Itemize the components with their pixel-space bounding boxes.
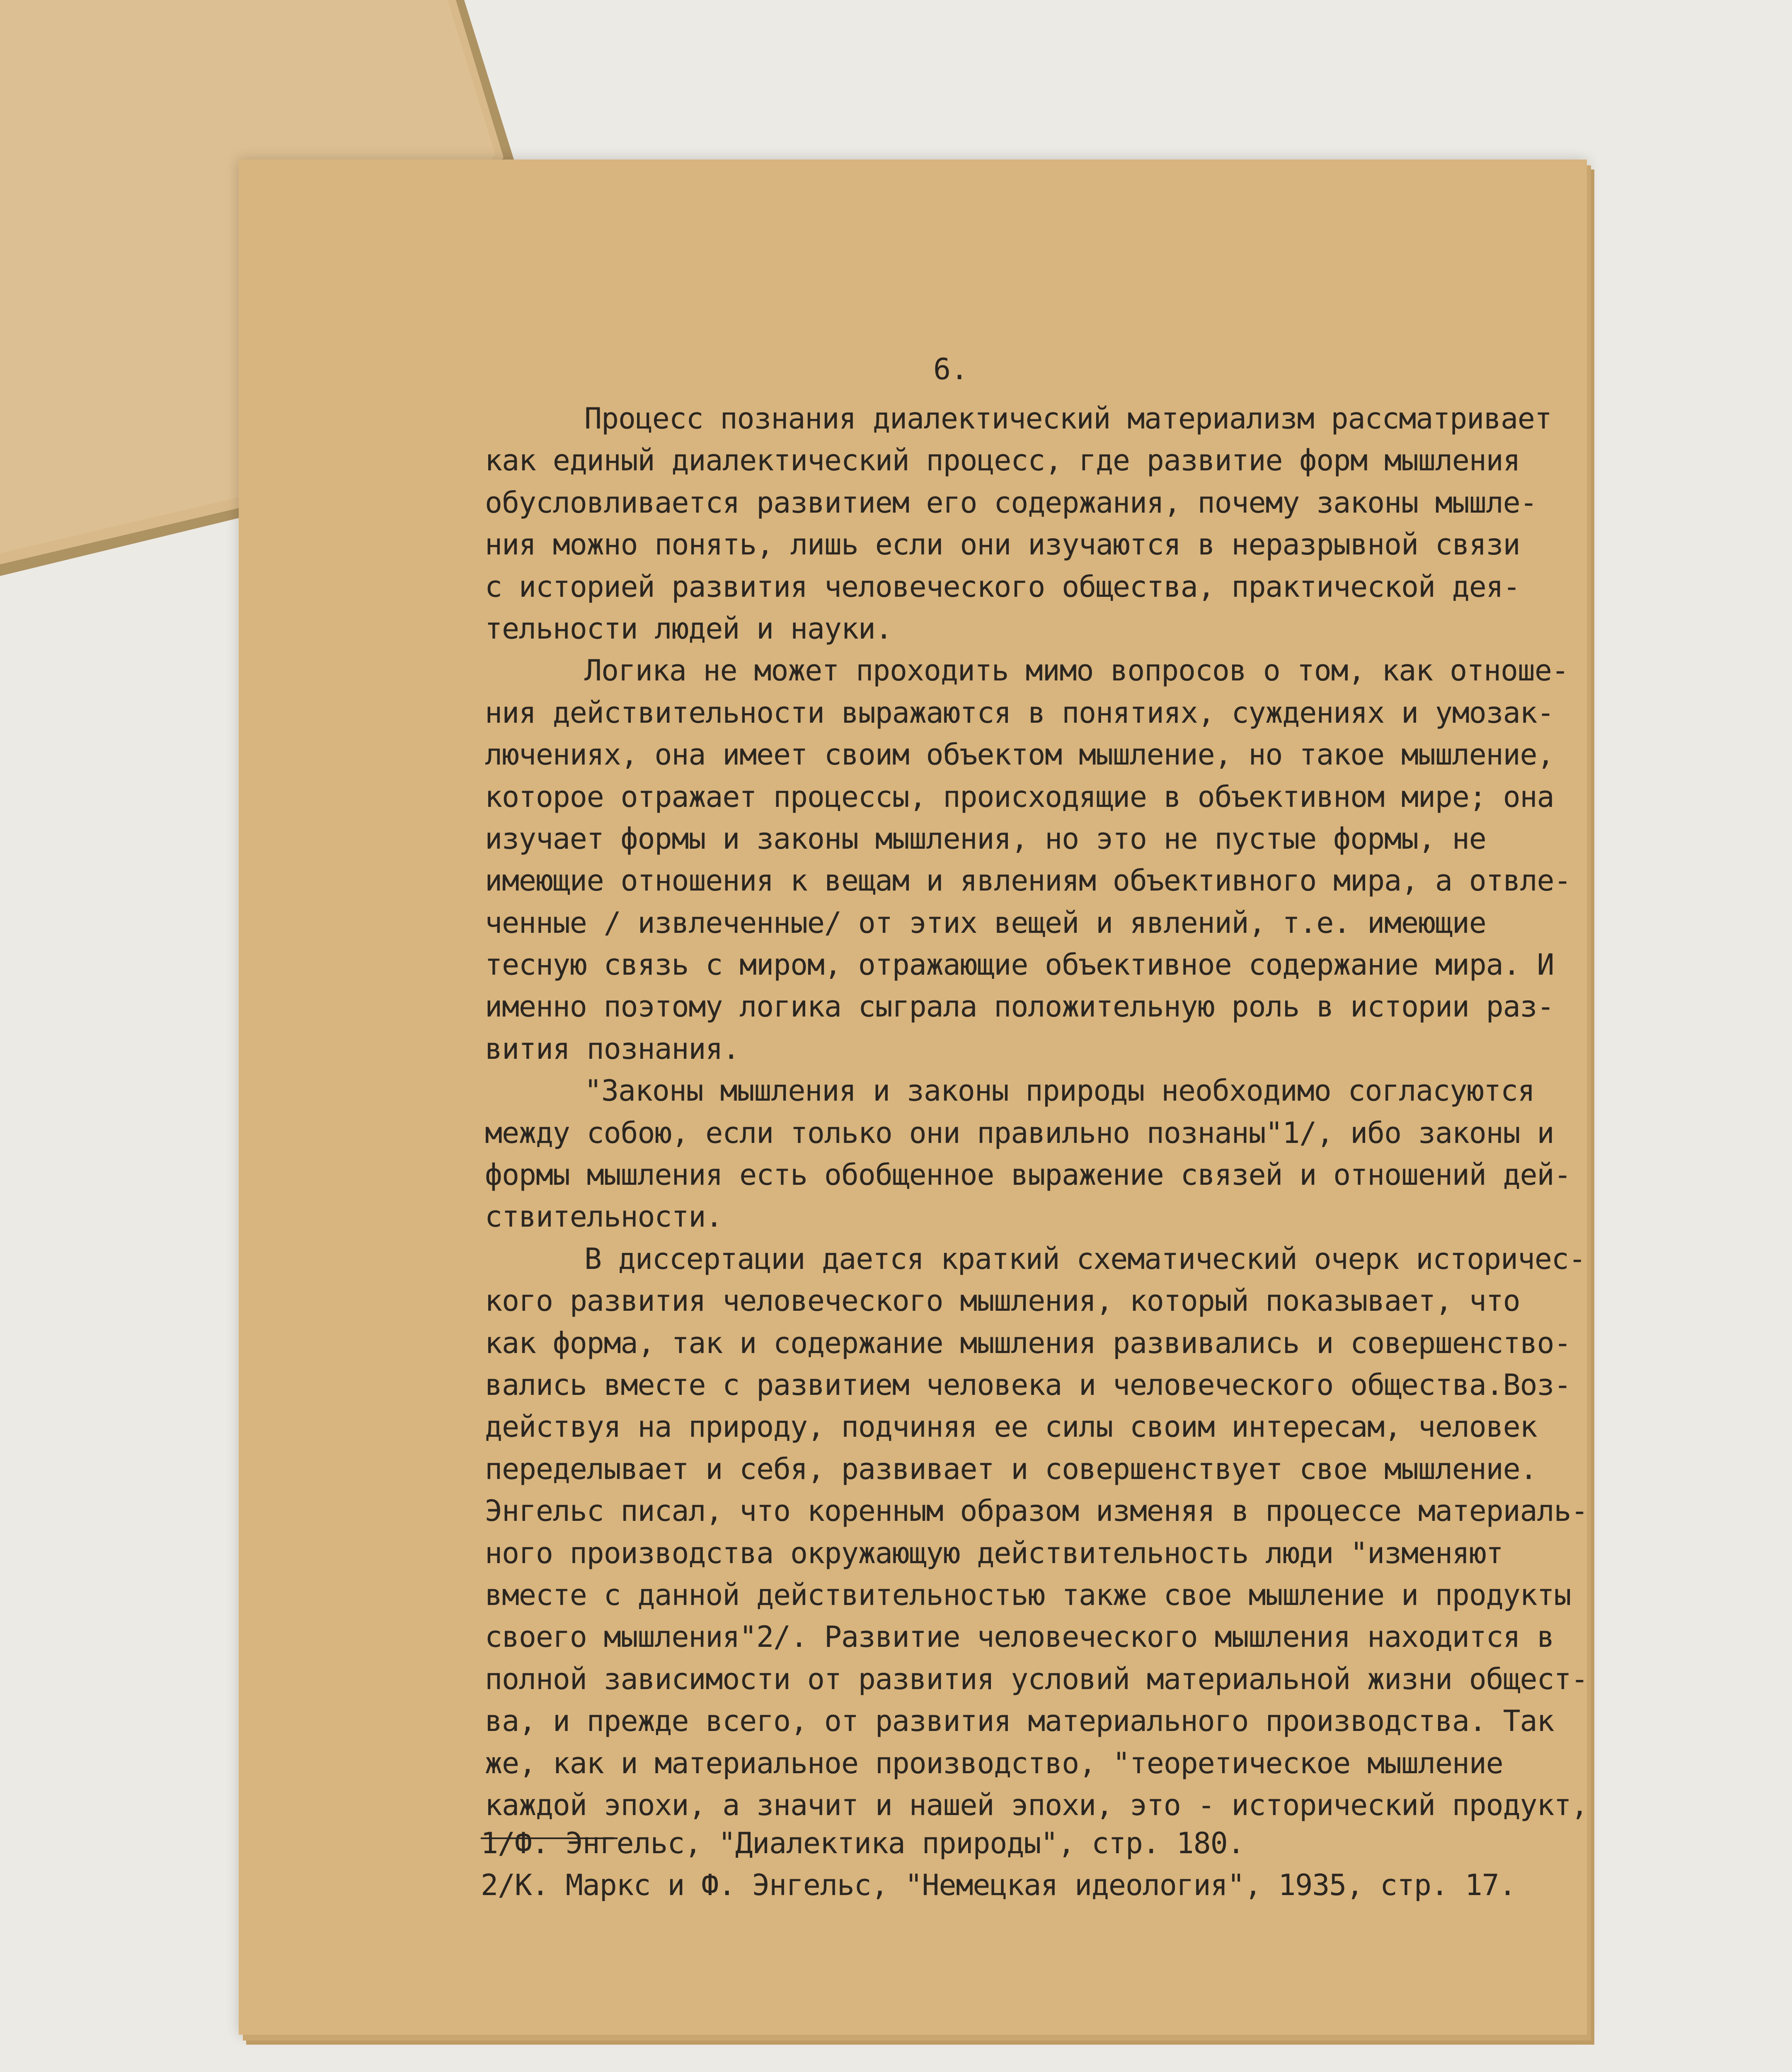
text-line: ва, и прежде всего, от развития материального производства. Так bbox=[485, 1704, 1554, 1738]
text-line: Энгельс писал, что коренным образом изменяя в процессе материаль- bbox=[485, 1494, 1588, 1528]
text-line: же, как и материальное производство, "теоретическое мышление bbox=[485, 1746, 1503, 1780]
text-line: формы мышления есть обобщенное выражение связей и отношений дей- bbox=[485, 1158, 1571, 1192]
text-line: имеющие отношения к вещам и явлениям объективного мира, а отвле- bbox=[485, 864, 1571, 898]
text-line: изучает формы и законы мышления, но это не пустые формы, не bbox=[485, 821, 1486, 856]
text-line: Логика не может проходить мимо вопросов о том, как отноше- bbox=[584, 654, 1569, 688]
text-line: ния можно понять, лишь если они изучаются в неразрывной связи bbox=[485, 528, 1520, 562]
text-line: ченные / извлеченные/ от этих вещей и явлений, т.е. имеющие bbox=[485, 905, 1486, 940]
footnotes bbox=[481, 1823, 1567, 1907]
text-line: лючениях, она имеет своим объектом мышление, но такое мышление, bbox=[485, 738, 1554, 772]
text-line: которое отражает процессы, происходящие в объективном мире; она bbox=[485, 779, 1554, 814]
text-line: как форма, так и содержание мышления развивались и совершенство- bbox=[485, 1326, 1571, 1360]
text-line: тесную связь с миром, отражающие объективное содержание мира. И bbox=[485, 948, 1554, 982]
body-text bbox=[485, 398, 1588, 1826]
text-line: В диссертации дается краткий схематический очерк историчес- bbox=[584, 1242, 1586, 1276]
footnote-1: 1/Ф. Энгельс, "Диалектика природы", стр. 180. bbox=[481, 1826, 1245, 1860]
text-line: ного производства окружающую действительность люди "изменяют bbox=[485, 1536, 1503, 1570]
page-number: 6. bbox=[933, 352, 969, 386]
text-line: действуя на природу, подчиняя ее силы своим интересам, человек bbox=[485, 1410, 1537, 1444]
text-line: как единый диалектический процесс, где развитие форм мышления bbox=[485, 443, 1520, 478]
text-line: с историей развития человеческого общества, практической дея- bbox=[485, 569, 1520, 604]
text-line: полной зависимости от развития условий материальной жизни общест- bbox=[485, 1662, 1588, 1696]
text-line: вития познания. bbox=[485, 1031, 740, 1066]
footnote-2: 2/К. Маркс и Ф. Энгельс, "Немецкая идеология", 1935, стр. 17. bbox=[481, 1868, 1516, 1903]
text-line: тельности людей и науки. bbox=[485, 611, 892, 646]
text-line: ния действительности выражаются в понятиях, суждениях и умозак- bbox=[485, 695, 1554, 730]
text-line: между собою, если только они правильно познаны"1/, ибо законы и bbox=[485, 1116, 1554, 1150]
text-line: Процесс познания диалектический материализм рассматривает bbox=[584, 402, 1552, 436]
text-line: "Законы мышления и законы природы необходимо согласуются bbox=[584, 1074, 1535, 1108]
text-line: кого развития человеческого мышления, который показывает, что bbox=[485, 1284, 1520, 1318]
text-line: обусловливается развитием его содержания, почему законы мышле- bbox=[485, 485, 1537, 520]
text-line: своего мышления"2/. Развитие человеческого мышления находится в bbox=[485, 1620, 1554, 1654]
text-line: вались вместе с развитием человека и человеческого общества.Воз- bbox=[485, 1368, 1571, 1402]
text-line: переделывает и себя, развивает и совершенствует свое мышление. bbox=[485, 1452, 1537, 1486]
text-line: именно поэтому логика сыграла положительную роль в истории раз- bbox=[485, 990, 1554, 1024]
text-line: каждой эпохи, а значит и нашей эпохи, это - исторический продукт, bbox=[485, 1788, 1588, 1822]
text-line: вместе с данной действительностью также свое мышление и продукты bbox=[485, 1578, 1571, 1612]
text-line: ствительности. bbox=[485, 1200, 723, 1234]
